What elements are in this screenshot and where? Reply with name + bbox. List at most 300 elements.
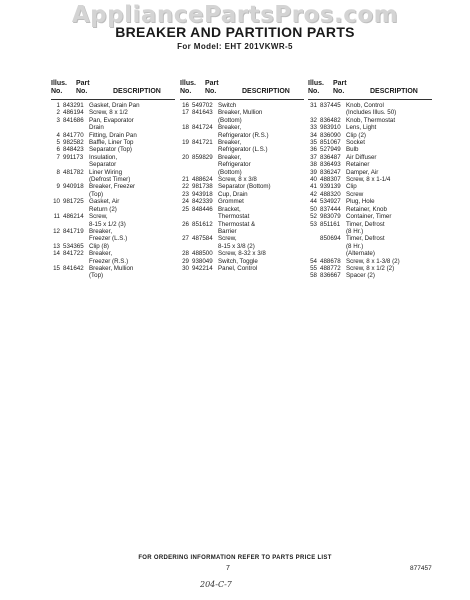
part-description (346, 183, 432, 190)
part-row (308, 206, 432, 213)
part-description (89, 250, 175, 265)
description-line: Screw, 8 x 1/2 (89, 109, 128, 117)
illus-number: 22 (182, 183, 189, 191)
part-row (308, 265, 432, 272)
illus-number: 15 (53, 264, 60, 272)
description-line: Breaker, (218, 153, 242, 161)
description-header: DESCRIPTION (242, 88, 290, 95)
part-number: 841722 (63, 250, 84, 258)
part-row (51, 139, 175, 146)
illus-header-line1: Illus. (308, 80, 324, 87)
part-number: 836493 (320, 161, 341, 169)
description-line: Lens, Light (346, 124, 377, 132)
part-row (308, 117, 432, 124)
description-line: Refrigerator (R.S.) (218, 131, 269, 139)
part-row (180, 139, 304, 154)
part-row (51, 250, 175, 265)
page-number: 7 (226, 565, 230, 572)
description-line: Thermostat (218, 213, 250, 221)
part-number: 940918 (63, 183, 84, 191)
description-line: Gasket, Drain Pan (89, 102, 140, 109)
description-line: Cup, Drain (218, 190, 248, 198)
description-line: (8 Hr.) (346, 242, 364, 250)
part-description (346, 154, 432, 161)
parts-column-3 (308, 80, 432, 280)
part-description (89, 169, 175, 184)
part-description (218, 265, 304, 272)
handwritten-mark: 204-C-7 (200, 580, 232, 589)
part-description (346, 161, 432, 168)
part-number: 836090 (320, 131, 341, 139)
part-number: 836487 (320, 153, 341, 161)
description-line: Bulb (346, 146, 359, 154)
part-row (51, 183, 175, 198)
part-header-line2: No. (76, 88, 88, 95)
part-row (180, 109, 304, 124)
description-line: Drain (89, 124, 104, 132)
part-description (218, 183, 304, 190)
illus-number: 13 (53, 242, 60, 250)
description-line: Refrigerator (L.S.) (218, 146, 268, 154)
part-number: 848446 (192, 205, 213, 213)
part-description (89, 139, 175, 146)
part-description (218, 124, 304, 139)
illus-number: 9 (56, 183, 60, 191)
part-row (51, 228, 175, 243)
description-header: DESCRIPTION (370, 88, 418, 95)
illus-number: 33 (310, 124, 317, 132)
part-number: 842339 (192, 198, 213, 206)
part-row (180, 265, 304, 272)
part-number: 527949 (320, 146, 341, 154)
part-description (346, 206, 432, 213)
part-row (308, 176, 432, 183)
description-line: Refrigerator (218, 161, 251, 169)
illus-number: 5 (56, 139, 60, 147)
parts-rows (180, 102, 304, 272)
part-number: 488772 (320, 264, 341, 272)
part-description (89, 198, 175, 213)
parts-rows (308, 102, 432, 280)
document-number: 877457 (410, 565, 432, 572)
description-line: Spacer (2) (346, 272, 375, 280)
column-header (180, 80, 304, 102)
page-title: BREAKER AND PARTITION PARTS (115, 24, 355, 40)
description-line: Breaker, (218, 139, 242, 147)
part-number: 486194 (63, 109, 84, 117)
header-rule (180, 99, 304, 100)
part-number: 859829 (192, 153, 213, 161)
illus-number: 29 (182, 257, 189, 265)
part-number: 836482 (320, 116, 341, 124)
part-row (180, 221, 304, 236)
column-header (308, 80, 432, 102)
part-number: 982582 (63, 139, 84, 147)
description-line: Retainer (346, 161, 370, 169)
description-line: Timer, Defrost (346, 220, 385, 228)
description-line: Freezer (L.S.) (89, 235, 128, 243)
description-header: DESCRIPTION (113, 88, 161, 95)
part-row (180, 250, 304, 257)
part-row (308, 183, 432, 190)
description-line: Screw, 8 x 1/2 (2) (346, 264, 395, 272)
column-header (51, 80, 175, 102)
illus-header-line1: Illus. (180, 80, 196, 87)
description-line: Switch, Toggle (218, 257, 258, 265)
part-number: 938049 (192, 257, 213, 265)
description-line: (Alternate) (346, 250, 375, 258)
description-line: Screw, 8-32 x 3/8 (218, 250, 266, 258)
part-header-line1: Part (333, 80, 347, 87)
description-line: (Top) (89, 272, 104, 280)
model-line: For Model: EHT 201VKWR-5 (177, 42, 293, 51)
part-row (308, 139, 432, 146)
illus-number: 32 (310, 116, 317, 124)
illus-header-line2: No. (51, 88, 63, 95)
part-number: 942214 (192, 264, 213, 272)
part-row (51, 169, 175, 184)
part-row (308, 235, 432, 257)
description-line: Plug, Hole (346, 198, 375, 206)
part-description (89, 183, 175, 198)
description-line: Breaker, (89, 250, 113, 258)
part-number: 534927 (320, 198, 341, 206)
illus-number: 55 (310, 264, 317, 272)
illus-number: 18 (182, 124, 189, 132)
part-header-line1: Part (76, 80, 90, 87)
description-line: Clip (2) (346, 131, 366, 139)
part-row (308, 102, 432, 117)
description-line: 8-15 x 1/2 (3) (89, 220, 126, 228)
part-description (218, 235, 304, 250)
part-description (89, 154, 175, 169)
part-number: 843291 (63, 102, 84, 109)
description-line: Grommet (218, 198, 244, 206)
part-row (180, 124, 304, 139)
part-number: 848423 (63, 146, 84, 154)
part-row (308, 258, 432, 265)
part-description (218, 198, 304, 205)
description-line: Barrier (218, 227, 237, 235)
illus-number: 8 (56, 168, 60, 176)
part-description (218, 139, 304, 154)
illus-number: 4 (56, 131, 60, 139)
part-row (308, 146, 432, 153)
part-description (218, 176, 304, 183)
part-description (346, 169, 432, 176)
part-row (308, 191, 432, 198)
part-row (51, 117, 175, 132)
illus-number: 2 (56, 109, 60, 117)
description-line: Breaker, (89, 227, 113, 235)
description-line: (Bottom) (218, 116, 242, 124)
parts-column-2 (180, 80, 304, 272)
part-number: 841724 (192, 124, 213, 132)
part-number: 851161 (320, 220, 341, 228)
part-number: 981725 (63, 198, 84, 206)
illus-number: 12 (53, 227, 60, 235)
illus-number: 7 (56, 153, 60, 161)
part-row (308, 221, 432, 236)
part-number: 851067 (320, 139, 341, 147)
part-description (218, 221, 304, 236)
description-line: Container, Timer (346, 213, 392, 221)
part-number: 841642 (63, 264, 84, 272)
part-description (346, 139, 432, 146)
part-number: 837444 (320, 205, 341, 213)
illus-number: 54 (310, 257, 317, 265)
part-description (218, 154, 304, 176)
part-number: 488500 (192, 250, 213, 258)
part-number: 488320 (320, 190, 341, 198)
part-header-line1: Part (205, 80, 219, 87)
part-row (308, 198, 432, 205)
illus-number: 39 (310, 168, 317, 176)
part-description (89, 109, 175, 116)
part-row (180, 191, 304, 198)
description-line: Thermostat & (218, 220, 256, 228)
part-number: 841719 (63, 227, 84, 235)
description-line: Return (2) (89, 205, 117, 213)
part-description (346, 272, 432, 279)
part-row (51, 132, 175, 139)
ordering-note: FOR ORDERING INFORMATION REFER TO PARTS PRICE LIST (138, 555, 332, 561)
part-row (51, 213, 175, 228)
description-line: Screw, (89, 213, 108, 221)
part-number: 841686 (63, 116, 84, 124)
part-number: 943918 (192, 190, 213, 198)
part-description (346, 265, 432, 272)
part-row (308, 161, 432, 168)
part-description (346, 191, 432, 198)
description-line: Switch (218, 102, 237, 109)
part-description (218, 109, 304, 124)
illus-number: 28 (182, 250, 189, 258)
part-row (308, 124, 432, 131)
part-row (308, 272, 432, 279)
illus-number: 41 (310, 183, 317, 191)
part-row (180, 176, 304, 183)
part-description (89, 213, 175, 228)
description-line: Screw, 8 x 3/8 (218, 176, 257, 184)
part-description (346, 198, 432, 205)
part-description (218, 206, 304, 221)
description-line: Screw, 8 x 1-3/8 (2) (346, 257, 400, 265)
part-row (180, 102, 304, 109)
description-line: Panel, Control (218, 264, 258, 272)
part-row (51, 265, 175, 280)
illus-number: 27 (182, 235, 189, 243)
part-description (218, 191, 304, 198)
description-line: (Defrost Timer) (89, 176, 131, 184)
illus-number: 16 (182, 102, 189, 109)
description-line: Gasket, Air (89, 198, 120, 206)
illus-number: 34 (310, 131, 317, 139)
illus-number: 31 (310, 102, 317, 109)
description-line: Screw, 8 x 1-1/4 (346, 176, 391, 184)
part-description (346, 235, 432, 257)
description-line: Breaker, Mullion (218, 109, 263, 117)
illus-number: 26 (182, 220, 189, 228)
part-description (89, 102, 175, 109)
part-row (180, 258, 304, 265)
part-row (51, 198, 175, 213)
part-number: 488678 (320, 257, 341, 265)
parts-column-1 (51, 80, 175, 280)
illus-number: 10 (53, 198, 60, 206)
header-rule (308, 99, 432, 100)
part-description (346, 146, 432, 153)
description-line: Separator (89, 161, 117, 169)
part-number: 837445 (320, 102, 341, 109)
part-number: 486214 (63, 213, 84, 221)
part-number: 488624 (192, 176, 213, 184)
watermark: AppliancePartsPros.com (71, 2, 399, 28)
part-description (346, 124, 432, 131)
part-number: 841721 (192, 139, 213, 147)
description-line: Breaker, Freezer (89, 183, 136, 191)
illus-header-line1: Illus. (51, 80, 67, 87)
description-line: Separator (Bottom) (218, 183, 271, 191)
part-number: 850694 (320, 235, 341, 243)
illus-number: 42 (310, 190, 317, 198)
part-row (308, 213, 432, 220)
description-line: Socket (346, 139, 365, 147)
description-line: Clip (346, 183, 357, 191)
illus-number: 11 (53, 213, 60, 221)
part-number: 939139 (320, 183, 341, 191)
part-number: 983079 (320, 213, 341, 221)
part-row (51, 146, 175, 153)
part-row (180, 206, 304, 221)
description-line: Freezer (R.S.) (89, 257, 129, 265)
part-number: 851612 (192, 220, 213, 228)
illus-number: 38 (310, 161, 317, 169)
description-line: (Includes Illus. 50) (346, 109, 397, 117)
illus-header-line2: No. (308, 88, 320, 95)
part-number: 841643 (192, 109, 213, 117)
part-row (51, 102, 175, 109)
illus-number: 40 (310, 176, 317, 184)
part-number: 983910 (320, 124, 341, 132)
description-line: Fitting, Drain Pan (89, 131, 137, 139)
illus-number: 20 (182, 153, 189, 161)
illus-number: 50 (310, 205, 317, 213)
part-description (218, 102, 304, 109)
part-description (346, 213, 432, 220)
part-description (346, 176, 432, 183)
illus-number: 58 (310, 272, 317, 280)
part-description (89, 146, 175, 153)
description-line: Damper, Air (346, 168, 379, 176)
part-description (346, 102, 432, 117)
description-line: (Top) (89, 190, 104, 198)
part-number: 487584 (192, 235, 213, 243)
part-description (346, 258, 432, 265)
part-description (346, 117, 432, 124)
illus-number: 25 (182, 205, 189, 213)
part-number: 836667 (320, 272, 341, 280)
part-row (51, 109, 175, 116)
description-line: Retainer, Knob (346, 205, 387, 213)
part-description (218, 250, 304, 257)
illus-number: 1 (56, 102, 60, 109)
part-number: 534365 (63, 242, 84, 250)
description-line: Clip (8) (89, 242, 109, 250)
part-row (308, 169, 432, 176)
description-line: Pan, Evaporator (89, 116, 134, 124)
part-number: 549702 (192, 102, 213, 109)
description-line: (Bottom) (218, 168, 242, 176)
illus-number: 44 (310, 198, 317, 206)
part-number: 981738 (192, 183, 213, 191)
description-line: Liner Wiring (89, 168, 123, 176)
description-line: Screw (346, 190, 364, 198)
illus-number: 3 (56, 116, 60, 124)
illus-number: 23 (182, 190, 189, 198)
part-description (89, 228, 175, 243)
description-line: (8 Hr.) (346, 227, 364, 235)
description-line: Timer, Defrost (346, 235, 385, 243)
parts-rows (51, 102, 175, 280)
header-rule (51, 99, 175, 100)
illus-header-line2: No. (180, 88, 192, 95)
part-header-line2: No. (205, 88, 217, 95)
description-line: Insulation, (89, 153, 118, 161)
part-row (51, 154, 175, 169)
description-line: Screw, (218, 235, 237, 243)
description-line: Separator (Top) (89, 146, 132, 154)
part-row (180, 235, 304, 250)
illus-number: 53 (310, 220, 317, 228)
illus-number: 17 (182, 109, 189, 117)
part-description (346, 221, 432, 236)
part-description (89, 132, 175, 139)
part-number: 836247 (320, 168, 341, 176)
part-row (308, 132, 432, 139)
illus-number: 24 (182, 198, 189, 206)
illus-number: 6 (56, 146, 60, 154)
description-line: 8-15 x 3/8 (2) (218, 242, 255, 250)
part-number: 488307 (320, 176, 341, 184)
part-row (51, 243, 175, 250)
description-line: Baffle, Liner Top (89, 139, 134, 147)
part-number: 841770 (63, 131, 84, 139)
illus-number: 21 (182, 176, 189, 184)
description-line: Air Diffuser (346, 153, 377, 161)
part-number: 991173 (63, 153, 84, 161)
part-row (180, 154, 304, 176)
part-description (89, 265, 175, 280)
part-row (180, 183, 304, 190)
part-row (180, 198, 304, 205)
description-line: Breaker, (218, 124, 242, 132)
part-description (89, 243, 175, 250)
illus-number: 36 (310, 146, 317, 154)
illus-number: 52 (310, 213, 317, 221)
description-line: Knob, Control (346, 102, 384, 109)
part-description (89, 117, 175, 132)
part-header-line2: No. (333, 88, 345, 95)
part-number: 481782 (63, 168, 84, 176)
part-row (308, 154, 432, 161)
illus-number: 37 (310, 153, 317, 161)
illus-number: 30 (182, 264, 189, 272)
description-line: Knob, Thermostat (346, 116, 396, 124)
illus-number: 19 (182, 139, 189, 147)
description-line: Breaker, Mullion (89, 264, 134, 272)
part-description (346, 132, 432, 139)
